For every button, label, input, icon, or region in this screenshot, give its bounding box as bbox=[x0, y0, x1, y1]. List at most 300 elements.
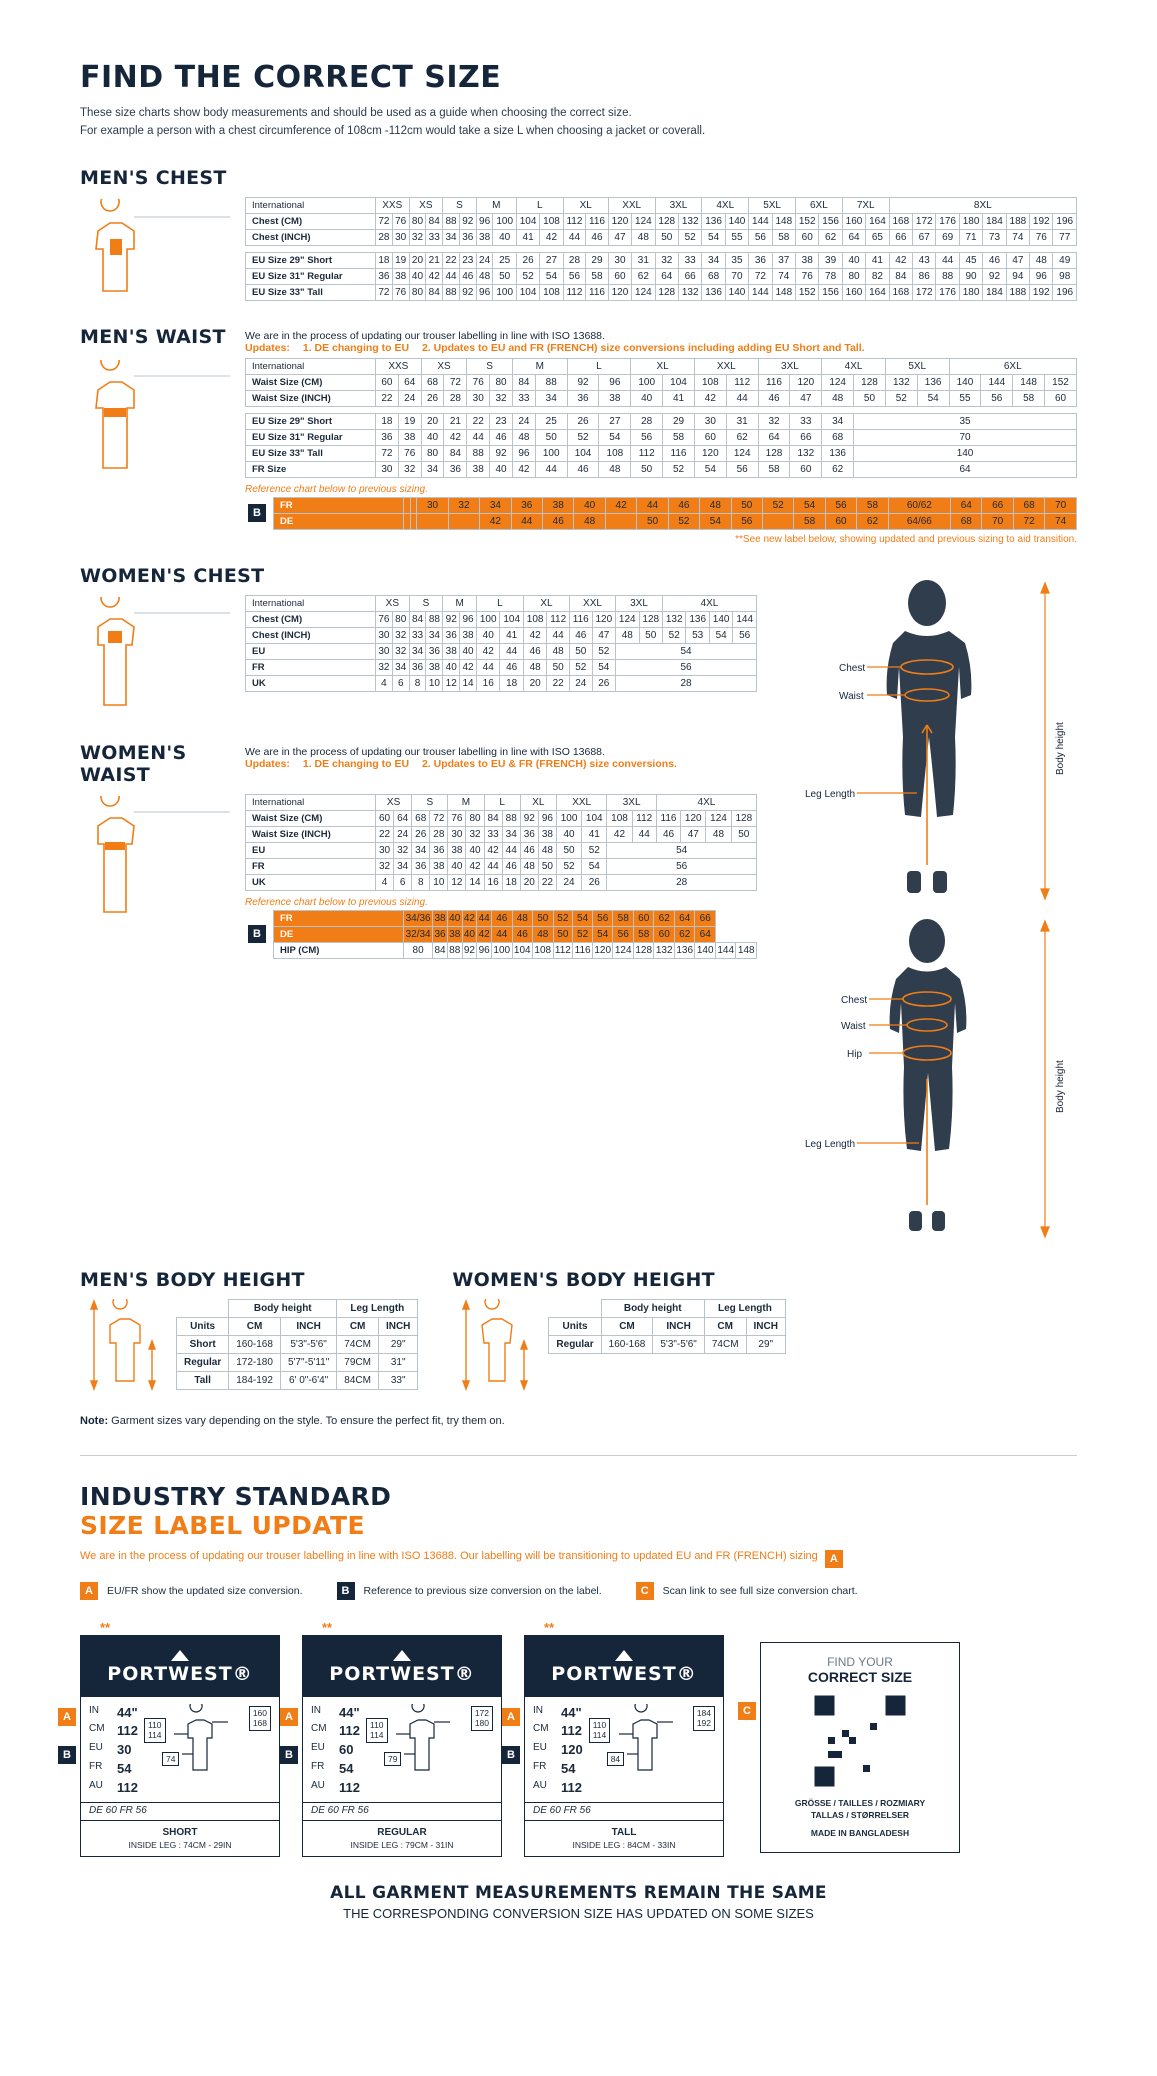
size-value: 112 bbox=[339, 1780, 360, 1795]
table-cell: XS bbox=[376, 794, 412, 810]
label-fit-footer bbox=[303, 1820, 501, 1856]
table-cell: 58 bbox=[633, 926, 654, 942]
table-cell: 4XL bbox=[822, 358, 886, 374]
table-cell: 44 bbox=[484, 858, 502, 874]
table-cell: 108 bbox=[694, 374, 726, 390]
table-cell: 44 bbox=[502, 842, 520, 858]
table-cell: 3XL bbox=[616, 595, 663, 611]
table-cell: 54 bbox=[700, 513, 731, 529]
table-cell: 112 bbox=[563, 213, 586, 229]
table-cell: 69 bbox=[936, 229, 959, 245]
table-cell: 104 bbox=[663, 374, 695, 390]
table-cell: 136 bbox=[702, 213, 725, 229]
table-cell: 144 bbox=[981, 374, 1013, 390]
column-group-header: Leg Length bbox=[337, 1299, 418, 1317]
table-cell: 58 bbox=[857, 497, 888, 513]
table-cell: 32 bbox=[490, 390, 513, 406]
table-cell: 56 bbox=[631, 429, 663, 445]
size-value: 112 bbox=[561, 1723, 582, 1739]
label-brand-header bbox=[303, 1636, 501, 1697]
table-cell: 60 bbox=[654, 926, 675, 942]
size-conversion-row bbox=[311, 1704, 360, 1723]
table-cell: 52 bbox=[668, 513, 699, 529]
table-cell: 140 bbox=[725, 284, 748, 300]
qr-footer bbox=[771, 1797, 949, 1840]
table-cell: 48 bbox=[1030, 252, 1053, 268]
leg-measure-box: 74 bbox=[162, 1752, 179, 1767]
table-cell: 84 bbox=[409, 611, 426, 627]
table-cell: 44 bbox=[467, 429, 490, 445]
table-cell: 180 bbox=[959, 284, 982, 300]
table-cell: 38 bbox=[447, 926, 462, 942]
table-cell: 172-180 bbox=[229, 1353, 281, 1371]
mens-chest-section bbox=[80, 167, 1077, 304]
table-cell: 52 bbox=[663, 461, 695, 477]
table-cell: 42 bbox=[512, 461, 535, 477]
table-cell: 76 bbox=[467, 374, 490, 390]
womens-body-height-figure bbox=[452, 1299, 542, 1391]
table-cell: 54 bbox=[607, 842, 757, 858]
table-cell: 50 bbox=[547, 659, 570, 675]
label-brand-header bbox=[81, 1636, 279, 1697]
table-row bbox=[246, 874, 757, 890]
table-cell: 8 bbox=[412, 874, 430, 890]
mens-waist-update-2: 2. Updates to EU and FR (FRENCH) size conversions including adding EU Short and Tall. bbox=[421, 341, 865, 354]
table-cell: 52 bbox=[592, 643, 615, 659]
table-cell: M bbox=[476, 197, 516, 213]
table-cell: 46 bbox=[656, 826, 680, 842]
table-cell: 50 bbox=[553, 926, 573, 942]
table-cell: Regular bbox=[549, 1335, 601, 1353]
table-cell: 33 bbox=[790, 413, 822, 429]
table-cell: 66 bbox=[678, 268, 701, 284]
table-cell: XXL bbox=[608, 197, 655, 213]
table-cell: 22 bbox=[443, 252, 460, 268]
table-cell: XS bbox=[409, 197, 443, 213]
table-cell: 38 bbox=[543, 497, 574, 513]
row-label: Waist Size (CM) bbox=[246, 810, 376, 826]
table-cell: 8 bbox=[409, 675, 426, 691]
size-system: FR bbox=[533, 1761, 547, 1773]
table-cell bbox=[177, 1299, 229, 1317]
size-value: 112 bbox=[117, 1780, 138, 1795]
table-cell: 25 bbox=[535, 413, 567, 429]
table-cell: 36 bbox=[376, 268, 393, 284]
industry-title-1: INDUSTRY STANDARD bbox=[80, 1481, 392, 1511]
table-row bbox=[246, 595, 757, 611]
table-cell: 76 bbox=[392, 213, 409, 229]
table-cell: 172 bbox=[913, 213, 936, 229]
table-cell: 48 bbox=[616, 627, 639, 643]
table-cell: 50 bbox=[637, 513, 668, 529]
table-cell: 36 bbox=[443, 627, 460, 643]
table-cell: 76 bbox=[796, 268, 819, 284]
table-cell: 78 bbox=[819, 268, 842, 284]
womens-waist-updates-label: Updates: bbox=[245, 757, 290, 770]
label-figure bbox=[366, 1704, 493, 1776]
table-cell: 128 bbox=[639, 611, 662, 627]
table-cell: 46 bbox=[567, 461, 599, 477]
table-cell: 40 bbox=[493, 229, 516, 245]
table-cell: 54 bbox=[540, 268, 563, 284]
table-cell: 60 bbox=[825, 513, 856, 529]
table-cell: 128 bbox=[731, 810, 756, 826]
size-conversion-row bbox=[533, 1741, 583, 1760]
table-cell: 52 bbox=[678, 229, 701, 245]
table-cell: 18 bbox=[376, 252, 393, 268]
table-row bbox=[246, 252, 1077, 268]
table-cell: 192 bbox=[1030, 284, 1053, 300]
table-cell: 50 bbox=[569, 643, 592, 659]
table-cell: 52 bbox=[573, 926, 593, 942]
final-line-1: ALL GARMENT MEASUREMENTS REMAIN THE SAME bbox=[330, 1882, 827, 1903]
table-row bbox=[549, 1299, 786, 1317]
table-cell: 29 bbox=[663, 413, 695, 429]
table-cell: 136 bbox=[686, 611, 709, 627]
table-cell: 116 bbox=[586, 284, 609, 300]
previous-size-conversion: DE 60 FR 56 bbox=[81, 1802, 279, 1820]
table-cell: 24 bbox=[398, 390, 421, 406]
table-cell: 4 bbox=[376, 675, 393, 691]
table-cell: 108 bbox=[599, 445, 631, 461]
table-row bbox=[246, 197, 1077, 213]
column-group-header: Body height bbox=[229, 1299, 337, 1317]
womens-chest-table bbox=[245, 595, 757, 692]
table-cell: 23 bbox=[490, 413, 513, 429]
fit-name: SHORT bbox=[162, 1826, 198, 1838]
table-cell: 24 bbox=[512, 413, 535, 429]
table-cell: XXL bbox=[694, 358, 758, 374]
label-cards bbox=[63, 1619, 1077, 1857]
column-header: INCH bbox=[280, 1317, 336, 1335]
row-label: EU Size 33" Tall bbox=[246, 445, 376, 461]
table-cell: 31" bbox=[378, 1353, 417, 1371]
table-cell: 64 bbox=[695, 926, 716, 942]
table-cell: 88 bbox=[502, 810, 520, 826]
size-value: 120 bbox=[561, 1742, 583, 1758]
intro-line-2: For example a person with a chest circumference of 108cm -112cm would take a size L when choosing a jacket or coverall. bbox=[80, 124, 706, 137]
table-cell: 27 bbox=[599, 413, 631, 429]
table-cell: 62 bbox=[822, 461, 854, 477]
section-divider bbox=[80, 1455, 1077, 1456]
size-conversion-list bbox=[533, 1704, 583, 1798]
table-cell: 60 bbox=[790, 461, 822, 477]
table-cell: 46 bbox=[983, 252, 1006, 268]
qr-code-icon[interactable] bbox=[812, 1693, 908, 1789]
table-cell: 40 bbox=[443, 659, 460, 675]
legend-badge-c: C bbox=[636, 1582, 654, 1600]
table-cell: 84 bbox=[512, 374, 535, 390]
table-cell: 144 bbox=[749, 213, 772, 229]
size-system: IN bbox=[89, 1704, 99, 1716]
table-cell: 3XL bbox=[655, 197, 702, 213]
size-system: EU bbox=[311, 1742, 325, 1754]
table-cell: 40 bbox=[421, 429, 444, 445]
column-group-header: Body height bbox=[601, 1299, 704, 1317]
table-cell: 48 bbox=[599, 461, 631, 477]
table-cell: 42 bbox=[607, 826, 632, 842]
table-cell: 96 bbox=[512, 445, 535, 461]
table-cell: 34 bbox=[480, 497, 511, 513]
fit-note-label: Note: bbox=[80, 1414, 109, 1427]
column-header: Units bbox=[549, 1317, 601, 1335]
table-cell: 172 bbox=[913, 284, 936, 300]
table-cell: 10 bbox=[430, 874, 448, 890]
label-stars: ** bbox=[544, 1619, 555, 1635]
table-cell: 37 bbox=[772, 252, 795, 268]
table-cell: 76 bbox=[376, 611, 393, 627]
table-cell: 44 bbox=[632, 826, 656, 842]
table-cell: 12 bbox=[448, 874, 466, 890]
table-cell: 6' 0"-6'4" bbox=[280, 1371, 336, 1389]
table-cell: 34 bbox=[443, 229, 460, 245]
table-cell: 34/36 bbox=[404, 910, 433, 926]
table-cell: 40 bbox=[476, 627, 499, 643]
svg-text:Body height: Body height bbox=[1055, 1059, 1066, 1113]
table-cell: S bbox=[412, 794, 448, 810]
table-cell: 84 bbox=[444, 445, 467, 461]
table-cell: 38 bbox=[433, 910, 448, 926]
row-label: Chest (INCH) bbox=[246, 627, 376, 643]
table-cell: 124 bbox=[616, 611, 639, 627]
badge-b-womens: B bbox=[248, 925, 266, 943]
label-box bbox=[80, 1635, 280, 1857]
table-cell: 74 bbox=[1006, 229, 1029, 245]
table-cell: S bbox=[409, 595, 443, 611]
table-cell: 41 bbox=[516, 229, 539, 245]
table-cell: 128 bbox=[655, 213, 678, 229]
table-cell: 92 bbox=[567, 374, 599, 390]
table-cell: 46 bbox=[500, 659, 523, 675]
fit-name: REGULAR bbox=[377, 1826, 427, 1838]
table-row bbox=[274, 497, 1077, 513]
size-value: 44" bbox=[339, 1704, 360, 1720]
table-cell: 46 bbox=[520, 842, 538, 858]
table-cell: 96 bbox=[476, 213, 493, 229]
badge-a-label-1: A bbox=[58, 1708, 76, 1726]
table-cell: 45 bbox=[959, 252, 982, 268]
table-cell: 28 bbox=[444, 390, 467, 406]
badge-b-mens: B bbox=[248, 504, 266, 522]
table-cell: 50 bbox=[535, 429, 567, 445]
table-cell: Tall bbox=[177, 1371, 229, 1389]
table-cell: 44 bbox=[477, 910, 492, 926]
mens-chest-figure bbox=[80, 197, 245, 304]
table-cell: 49 bbox=[1053, 252, 1077, 268]
row-label: International bbox=[246, 794, 376, 810]
row-label: Chest (CM) bbox=[246, 611, 376, 627]
table-cell: 100 bbox=[476, 611, 499, 627]
table-cell: XS bbox=[421, 358, 467, 374]
table-cell: 96 bbox=[1030, 268, 1053, 284]
table-cell: 42 bbox=[476, 643, 499, 659]
size-value: 44" bbox=[117, 1704, 138, 1720]
table-cell: 94 bbox=[1006, 268, 1029, 284]
row-label: Waist Size (CM) bbox=[246, 374, 376, 390]
table-cell: 140 bbox=[949, 374, 981, 390]
mens-chest-table-wrap bbox=[245, 197, 1077, 301]
womens-chest-heading: WOMEN'S CHEST bbox=[80, 564, 265, 587]
table-cell: 38 bbox=[599, 390, 631, 406]
table-cell: 50 bbox=[731, 826, 756, 842]
size-conversion-list bbox=[311, 1704, 360, 1798]
portwest-logo-icon bbox=[393, 1650, 411, 1661]
table-cell: 55 bbox=[725, 229, 748, 245]
size-system: AU bbox=[533, 1780, 547, 1791]
qr-footer-line-1: GRÖSSE / TAILLES / ROZMIARY bbox=[794, 1797, 926, 1808]
size-system: IN bbox=[311, 1704, 321, 1716]
table-cell: 168 bbox=[889, 284, 912, 300]
table-cell: 50 bbox=[533, 910, 554, 926]
table-cell: 3XL bbox=[607, 794, 657, 810]
table-cell: 28 bbox=[607, 874, 757, 890]
table-cell: 144 bbox=[749, 284, 772, 300]
table-cell: 34 bbox=[409, 643, 426, 659]
brand-name: PORTWEST® bbox=[107, 1662, 253, 1685]
table-cell: 76 bbox=[448, 810, 466, 826]
table-cell: 42 bbox=[605, 497, 636, 513]
table-cell: 132 bbox=[678, 213, 701, 229]
table-cell: 28 bbox=[616, 675, 757, 691]
table-cell: 27 bbox=[540, 252, 563, 268]
table-cell: 152 bbox=[796, 284, 819, 300]
table-cell: 54 bbox=[709, 627, 732, 643]
size-conversion-list bbox=[89, 1704, 138, 1798]
womens-waist-figure bbox=[80, 794, 245, 927]
table-cell: 54 bbox=[694, 461, 726, 477]
table-row bbox=[246, 268, 1077, 284]
table-cell: 160 bbox=[842, 284, 865, 300]
table-cell: 46 bbox=[512, 926, 533, 942]
table-cell: 48 bbox=[520, 858, 538, 874]
size-label-card bbox=[63, 1619, 280, 1857]
table-cell: 176 bbox=[936, 213, 959, 229]
table-cell: 5'3"-5'6" bbox=[653, 1335, 705, 1353]
table-cell: 92 bbox=[983, 268, 1006, 284]
table-cell: 100 bbox=[493, 284, 516, 300]
table-row bbox=[246, 659, 757, 675]
table-cell: 21 bbox=[444, 413, 467, 429]
table-cell: 156 bbox=[819, 284, 842, 300]
mens-waist-footnote: **See new label below, showing updated and previous sizing to aid transition. bbox=[735, 533, 1077, 545]
table-cell: 136 bbox=[917, 374, 949, 390]
table-cell: 40 bbox=[409, 268, 426, 284]
badge-b-label-2: B bbox=[280, 1746, 298, 1764]
table-cell: 47 bbox=[608, 229, 631, 245]
table-cell: 30 bbox=[376, 842, 394, 858]
table-cell: 33 bbox=[512, 390, 535, 406]
table-cell: 50 bbox=[639, 627, 662, 643]
badge-a-label-3: A bbox=[502, 1708, 520, 1726]
legend-badge-b: B bbox=[337, 1582, 355, 1600]
mens-waist-section bbox=[80, 324, 1077, 545]
table-cell: 70 bbox=[982, 513, 1013, 529]
table-cell: 40 bbox=[448, 858, 466, 874]
table-cell: 28 bbox=[430, 826, 448, 842]
label-box bbox=[302, 1635, 502, 1857]
table-cell: 31 bbox=[726, 413, 758, 429]
table-cell: 50 bbox=[556, 842, 581, 858]
table-cell: 72 bbox=[444, 374, 467, 390]
portwest-logo-icon bbox=[615, 1650, 633, 1661]
svg-text:Chest: Chest bbox=[839, 662, 866, 674]
table-cell: 104 bbox=[516, 284, 539, 300]
row-label: UK bbox=[246, 874, 376, 890]
label-size-block bbox=[525, 1697, 723, 1802]
table-cell: 164 bbox=[866, 284, 889, 300]
table-cell: 100 bbox=[535, 445, 567, 461]
table-cell: 112 bbox=[553, 942, 573, 958]
table-cell: 192 bbox=[1030, 213, 1053, 229]
svg-text:Waist: Waist bbox=[841, 1020, 866, 1032]
table-cell: 52 bbox=[885, 390, 917, 406]
table-row bbox=[246, 358, 1077, 374]
table-cell: 148 bbox=[772, 284, 795, 300]
table-cell: 22 bbox=[376, 826, 394, 842]
table-cell: 46 bbox=[758, 390, 790, 406]
mens-chest-table bbox=[245, 197, 1077, 301]
table-cell: 136 bbox=[702, 284, 725, 300]
table-cell: 6 bbox=[392, 675, 409, 691]
leg-measure-box: 84 bbox=[607, 1752, 624, 1767]
table-cell: 84 bbox=[426, 284, 443, 300]
table-cell: 100 bbox=[493, 213, 516, 229]
table-cell: 48 bbox=[822, 390, 854, 406]
table-cell: L bbox=[476, 595, 523, 611]
table-row bbox=[177, 1371, 418, 1389]
table-cell: 30 bbox=[417, 497, 448, 513]
table-cell: 7XL bbox=[842, 197, 889, 213]
column-group-header: Leg Length bbox=[704, 1299, 785, 1317]
legend-badge-a: A bbox=[80, 1582, 98, 1600]
table-cell: 40 bbox=[462, 926, 477, 942]
table-cell: 56 bbox=[731, 513, 762, 529]
size-conversion-row bbox=[311, 1722, 360, 1741]
row-label: HIP (CM) bbox=[274, 942, 404, 958]
table-cell: 60/62 bbox=[888, 497, 950, 513]
table-cell: 48 bbox=[706, 826, 731, 842]
table-cell: 128 bbox=[758, 445, 790, 461]
label-box bbox=[524, 1635, 724, 1857]
table-cell: 60 bbox=[796, 229, 819, 245]
table-cell: 164 bbox=[866, 213, 889, 229]
table-cell: 44 bbox=[476, 659, 499, 675]
table-cell: 58 bbox=[1013, 390, 1045, 406]
size-conversion-row bbox=[89, 1760, 138, 1779]
row-label: UK bbox=[246, 675, 376, 691]
row-label: EU Size 33" Tall bbox=[246, 284, 376, 300]
table-cell: 80 bbox=[421, 445, 444, 461]
table-cell: 44 bbox=[492, 926, 513, 942]
table-cell: 152 bbox=[1045, 374, 1077, 390]
table-cell: 33 bbox=[678, 252, 701, 268]
table-cell: 128 bbox=[854, 374, 886, 390]
table-cell: 30 bbox=[448, 826, 466, 842]
mens-waist-note: We are in the process of updating our trouser labelling in line with ISO 13688. Updates: 1. DE changing to EU 2. Updates to EU and FR (FRENCH) size conversions including adding EU Short and Tall. bbox=[245, 329, 865, 354]
table-cell: 60 bbox=[694, 429, 726, 445]
table-cell: 24 bbox=[476, 252, 493, 268]
table-row bbox=[246, 643, 757, 659]
table-cell: 76 bbox=[392, 284, 409, 300]
table-cell: 65 bbox=[866, 229, 889, 245]
table-cell: 56 bbox=[981, 390, 1013, 406]
industry-legend bbox=[80, 1582, 1077, 1600]
table-cell: 34 bbox=[394, 858, 412, 874]
size-label-card bbox=[507, 1619, 724, 1857]
table-cell: 20 bbox=[421, 413, 444, 429]
table-cell: 88 bbox=[936, 268, 959, 284]
table-cell: 50 bbox=[731, 497, 762, 513]
